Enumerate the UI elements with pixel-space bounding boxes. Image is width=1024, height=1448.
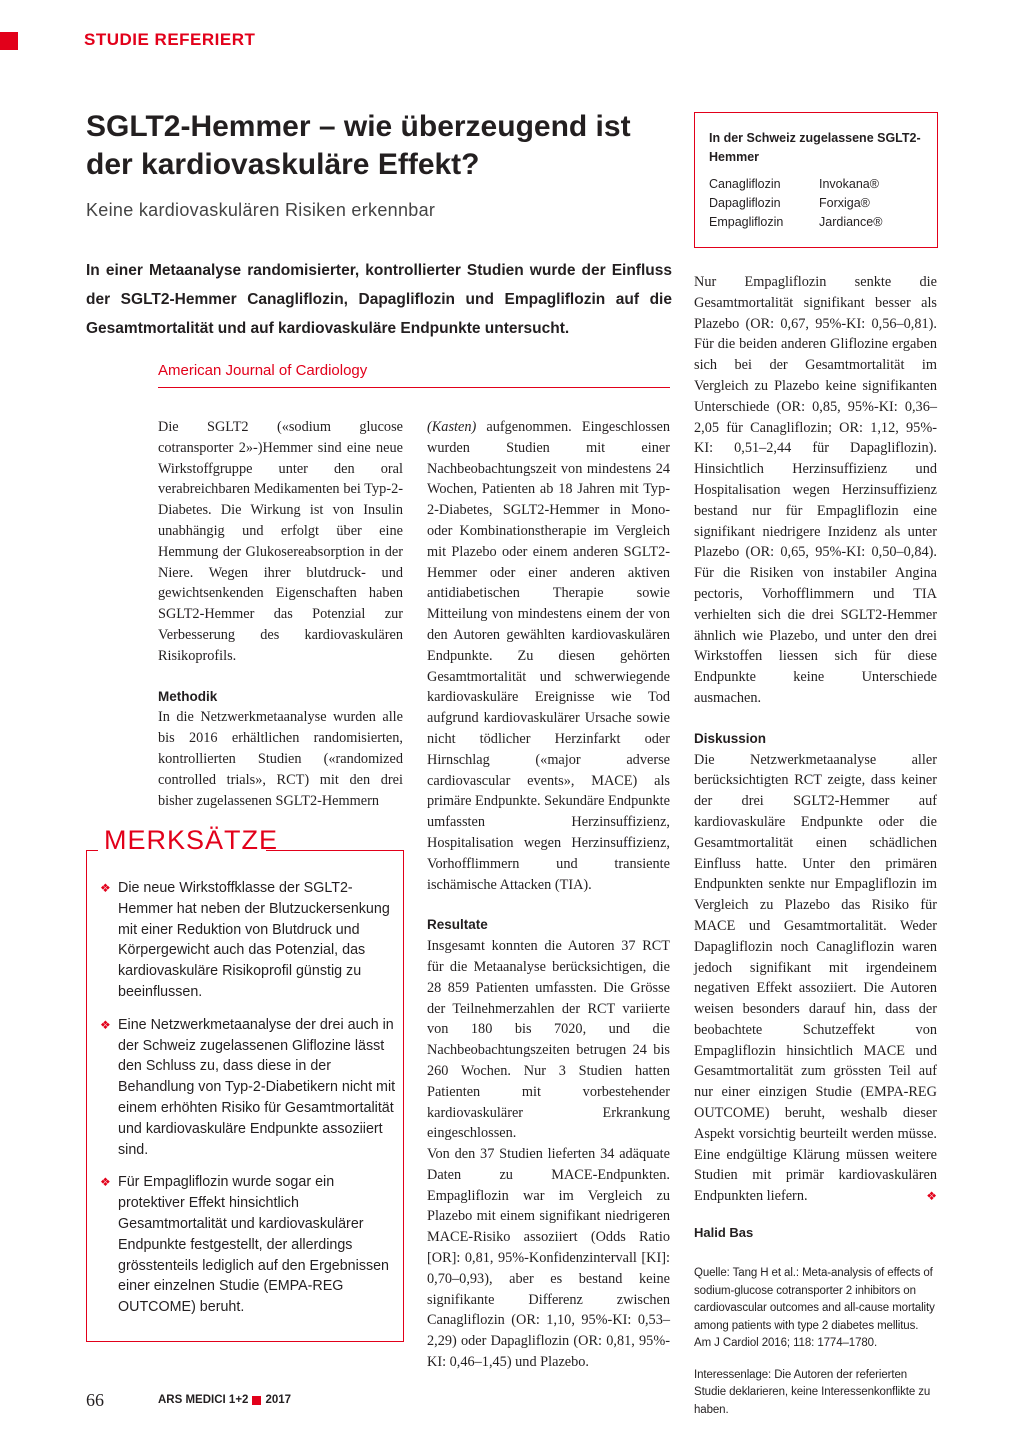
section-label: STUDIE REFERIERT [84,30,256,49]
drug-substance: Canagliflozin [709,177,781,191]
approved-drugs-title: In der Schweiz zugelassene SGLT2-Hemmer [709,131,921,164]
footer-square-icon [252,1396,261,1405]
resultate-paragraph-3: Nur Empagliflozin senkte die Gesamtmortalität signifikant besser als Plazebo (OR: 0,67, 95%-KI: 0,56–0,81). Für die beiden anderen Gliflozine ergaben sich bei der Gesamtmortalität im Vergleich zu Plazebo keine signifikanten Unterschiede (OR: 0,85, 95%-KI: 0,36–2,05 für Canagliflozin; OR: 1,12, 95%-KI: 0,51–2,44 für Dapagliflozin). Hinsichtlich Herzinsuffizienz und Hospitalisation wegen Herzinsuffizienz bestand nur für Empagliflozin eine signifikant niedrigere Inzidenz als unter Plazebo (OR: 0,65, 95%-KI: 0,50–0,84). Für die Risiken von instabiler Angina pectoris, Vorhofflimmern und TIA verhielten sich die drei SGLT2-Hemmer ähnlich wie Plazebo, und unter den drei Wirkstoffen liessen sich für diese Endpunkte keine Unterschiede ausmachen. [694,274,937,706]
journal-year: 2017 [265,1394,292,1406]
body-column-3 [694,272,937,1419]
intro-paragraph: Die SGLT2 («sodium glucose cotransporter 2»-)Hemmer sind eine neue Wirkstoffgruppe unter den oral verabreichbaren Medikamenten bei Typ-2-Diabetes. Die Wirkung ist von Insulin unabhängig und erfolgt über eine Hemmung der Glukosereabsorption in der Niere. Wegen ihrer blutdruck- und gewichtsenkenden Eigenschaften haben SGLT2-Hemmer das Potenzial zur Verbesserung des kardiovaskulären Risikoprofils. [158,419,403,664]
drug-row [709,175,923,194]
body-column-1 [158,417,403,811]
page-number: 66 [86,1390,104,1410]
diskussion-paragraph [694,750,937,1208]
corner-accent-mark [0,32,18,50]
journal-footer [158,1394,291,1406]
resultate-heading: Resultate [427,917,488,933]
drug-row [709,194,923,213]
key-points-rule-right [266,850,404,851]
key-point-text: Für Empagliflozin wurde sogar ein protektiver Effekt hinsichtlich Gesamtmortalität und kardiovaskulärer Endpunkte festgestellt, der allerdings grösstenteils lediglich auf den Ergebnissen einer einzelnen Studie (EMPA-REG OUTCOME) beruht. [118,1174,390,1316]
resultate-paragraph-1: Insgesamt konnten die Autoren 37 RCT für die Metaanalyse berücksichtigen, die 28 859 Patienten umfassten. Die Grösse der Teilnehmerzahlen der RCT variierte von 180 bis 7020, und die Nachbeobachtungszeiten betrugen 24 bis 260 Wochen. Nur 3 Studien hatten Patienten mit vorbestehender kardiovaskulärer Erkrankung eingeschlossen. [427,938,670,1142]
key-point-item [100,878,396,1003]
article-subtitle: Keine kardiovaskulären Risiken erkennbar [86,200,436,220]
source-citation: Quelle: Tang H et al.: Meta-analysis of effects of sodium-glucose cotransporter 2 inhibitors on cardiovascular outcomes and all-cause mortality among patients with type 2 diabetes mellitus. Am J Cardiol 2016; 118: 1774–1780. [694,1267,935,1350]
resultate-paragraph-2: Von den 37 Studien lieferten 34 adäquate Daten zu MACE-Endpunkten. Empagliflozin war im Vergleich zu Plazebo mit einem signifikant niedrigeren MACE-Risiko assoziiert (Odds Ratio [OR]: 0,81, 95%-Konfidenzintervall [KI]: 0,70–0,93), aber es bestand keine signifikante Differenz zwischen Canagliflozin (OR: 1,10, 95%-KI: 0,53–2,29) oder Dapagliflozin (OR: 0,81, 95%-KI: 0,46–1,45) und Plazebo. [427,1146,670,1371]
kasten-reference: (Kasten) [427,419,477,435]
journal-name: ARS MEDICI 1+2 [158,1394,249,1406]
key-points-rule-left [86,850,98,851]
article-title: SGLT2-Hemmer – wie überzeugend ist der kardiovaskuläre Effekt? [86,110,631,181]
methodik-paragraph-rest: aufgenommen. Eingeschlossen wurden Studien mit einer Nachbeobachtungszeit von mindestens 24 Wochen, Patienten ab 18 Jahren mit Typ-2-Diabetes, SGLT2-Hemmer in Mono- oder Kombinationstherapie im Vergleich mit Plazebo oder einem anderen SGLT2-Hemmer oder einer anderen aktiven antidiabetischen Therapie sowie Mitteilung von mindestens einem der von den Autoren gewählten kardiovaskulären Endpunkte. Zu diesen gehörten Gesamtmortalität und schwerwiegende kardiovaskuläre Ereignisse wie Tod aufgrund kardiovaskulärer Ursache sowie nicht tödlicher Herzinfarkt oder Hirnschlag («major adverse cardiovascular events», MACE) als primäre Endpunkte. Sekundäre Endpunkte umfassten Herzinsuffizienz, Hospitalisation wegen Herzinsuffizienz, Vorhofflimmern und transiente ischämische Attacken (TIA). [427,419,670,893]
diamond-bullet-icon: ❖ [100,881,111,895]
key-point-text: Eine Netzwerkmetaanalyse der drei auch in der Schweiz zugelassenen Gliflozine lässt den Schluss zu, dass diese in der Behandlung von Typ-2-Diabetikern nicht mit einem erhöhten Risiko für Gesamtmortalität und kardiovaskuläre Endpunkte assoziiert sind. [118,1016,396,1158]
methodik-heading: Methodik [158,688,218,704]
drug-brand: Jardiance® [819,215,883,229]
drug-row [709,213,923,232]
source-divider [158,387,670,388]
diskussion-heading: Diskussion [694,730,767,746]
methodik-paragraph-continued [427,417,670,895]
drug-substance: Empagliflozin [709,215,784,229]
article-lead: In einer Metaanalyse randomisierter, kontrollierter Studien wurde der Einfluss der SGLT2-Hemmer Canagliflozin, Dapagliflozin und Empagliflozin auf die Gesamtmortalität und auf kardiovaskuläre Endpunkte untersucht. [86,262,672,337]
diamond-bullet-icon: ❖ [100,1175,111,1190]
key-points-list [100,878,396,1330]
key-points-title: MERKSÄTZE [104,825,279,855]
end-mark-icon: ❖ [926,1189,937,1204]
approved-drugs-box [694,112,938,248]
source-journal: American Journal of Cardiology [158,362,368,379]
methodik-paragraph-start: In die Netzwerkmetaanalyse wurden alle bis 2016 erhältlichen randomisierten, kontrollierten Studien («randomized controlled trials», RCT) mit den drei bisher zugelassenen SGLT2-Hemmern [158,709,403,809]
key-point-item [100,1172,396,1318]
drug-substance: Dapagliflozin [709,196,781,210]
drug-brand: Invokana® [819,177,879,191]
diskussion-text: Die Netzwerkmetaanalyse aller berücksichtigten RCT zeigte, dass keiner der drei SGLT2-Hemmer auf kardiovaskuläre Endpunkte oder die Gesamtmortalität einen schädlichen Einfluss hatte. Unter den primären Endpunkten senkte nur Empagliflozin im Vergleich zu Plazebo das Risiko für MACE und Gesamtmortalität. Weder Dapagliflozin noch Canagliflozin waren jedoch signifikant mit irgendeinem negativen Effekt assoziiert. Die Autoren weisen besonders darauf hin, dass der beobachtete Schutzeffekt von Empagliflozin hinsichtlich MACE und Gesamtmortalität zum grössten Teil auf nur einer einzigen Studie (EMPA-REG OUTCOME) beruht, weshalb dieser Aspekt vorsichtig beurteilt werden müsse. Eine endgültige Klärung müssen weitere Studien mit primär kardiovaskulären Endpunkten liefern. [694,751,937,1205]
author: Halid Bas [694,1225,754,1241]
body-column-2 [427,417,670,1373]
key-point-text: Die neue Wirkstoffklasse der SGLT2-Hemmer hat neben der Blutzuckersenkung mit einer Reduktion von Blutdruck und Körpergewicht auch das Potenzial, das kardiovaskuläre Risikoprofil günstig zu beeinflussen. [118,880,390,1000]
drug-brand: Forxiga® [819,196,870,210]
conflict-of-interest: Interessenlage: Die Autoren der referierten Studie deklarieren, keine Interessenkonflikte zu haben. [694,1368,931,1416]
key-point-item [100,1015,396,1161]
diamond-bullet-icon: ❖ [100,1017,111,1032]
